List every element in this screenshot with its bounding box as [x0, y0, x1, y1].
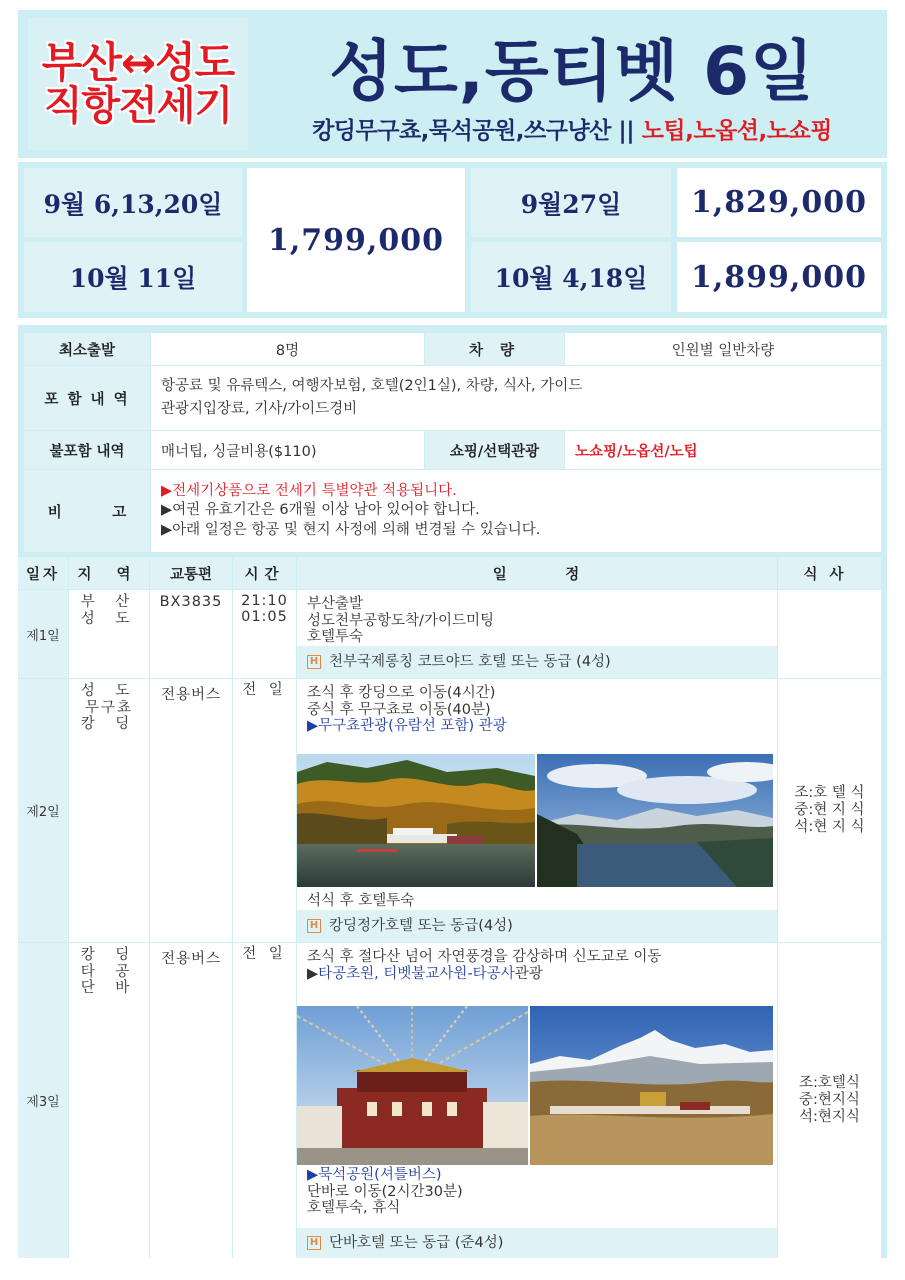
- mugecuo-lake-image: [297, 754, 535, 887]
- page-title: 성도,동티벳 6일: [329, 33, 815, 110]
- day3-schedule: [297, 943, 777, 1258]
- day3-meal-breakfast: 조:호텔식: [799, 1075, 860, 1092]
- day3-hotel-name: 단바호텔 또는 동급 (준4성): [329, 1234, 504, 1251]
- day3-region: [69, 943, 149, 1258]
- col-header-time: 시간: [233, 557, 296, 589]
- hotel-icon: H: [307, 1236, 321, 1250]
- day2-meal-breakfast: 조:호 텔 식: [794, 785, 865, 802]
- snow-mountain-photo: [530, 1006, 773, 1165]
- exclusions-label: 불포함 내역: [24, 431, 150, 469]
- remark-charter: ▶전세기상품으로 전세기 특별약관 적용됩니다.: [161, 482, 457, 499]
- snow-mountain-image: [530, 1006, 773, 1165]
- remarks-label: 비 고: [24, 470, 150, 552]
- day1-hotel-name: 천부국제롱칭 코트야드 호텔 또는 동급 (4성): [329, 653, 611, 670]
- day3-line-4: 단바로 이동(2시간30분): [307, 1183, 463, 1200]
- day2-label: 제2일: [18, 679, 68, 942]
- day2-region: [69, 679, 149, 942]
- day3-line-2-sights: 타공초원, 티벳불교사원-타공사: [318, 965, 515, 982]
- remarks-value: [151, 470, 881, 552]
- shopping-value: 노쇼핑/노옵션/노팁: [565, 431, 881, 469]
- col-header-region: 지 역: [69, 557, 149, 589]
- mugecuo-lake-photo: [297, 754, 535, 887]
- day1-line-1: 부산출발: [307, 596, 364, 612]
- logo-charter-text: 직항전세기: [43, 83, 233, 130]
- price-table: [18, 162, 887, 318]
- inclusions-value: [151, 366, 881, 430]
- day1-hotel: [297, 646, 777, 678]
- day2-line-3: ▶무구쵸관광(유람선 포함) 관광: [307, 718, 507, 735]
- hotel-icon: H: [307, 919, 321, 933]
- day2-line-1: 조식 후 캉딩으로 이동(4시간): [307, 685, 496, 701]
- hotel-icon: H: [307, 655, 321, 669]
- day2-meal-lunch: 중:현 지 식: [794, 802, 865, 819]
- mountain-lake-image: [537, 754, 773, 887]
- day1-time-depart: 21:10: [241, 593, 288, 609]
- day1-line-3: 호텔투숙: [307, 629, 364, 646]
- day2-hotel-name: 캉딩정가호텔 또는 동급(4성): [329, 917, 513, 934]
- day1-time: [233, 590, 296, 678]
- remark-schedule-change: ▶아래 일정은 항공 및 현지 사정에 의해 변경될 수 있습니다.: [161, 521, 541, 538]
- col-header-meal: 식사: [778, 557, 881, 589]
- inclusions-label: 포 함 내 역: [24, 366, 150, 430]
- day1-region: [69, 590, 149, 678]
- mountain-lake-photo: [537, 754, 773, 887]
- day3-line-2: [307, 966, 767, 983]
- col-header-day: 일자: [18, 557, 68, 589]
- tagong-monastery-photo: [297, 1006, 528, 1165]
- day3-line-5: 호텔투숙, 휴식: [307, 1200, 401, 1217]
- logo-route-text: 부산↔성도: [41, 37, 235, 87]
- day1-transport: BX3835: [150, 590, 232, 678]
- departure-date-2: 10월 11일: [24, 242, 242, 312]
- route-logo: [28, 18, 248, 150]
- day1-line-2: 성도천부공항도착/가이드미팅: [307, 612, 494, 629]
- day2-meal: [778, 679, 881, 942]
- day2-schedule: [297, 679, 777, 942]
- day3-line-3: ▶묵석공원(셔틀버스): [307, 1167, 442, 1183]
- day2-region-2: 무구쵸: [84, 699, 134, 716]
- day1-region-1: 부 산: [80, 594, 138, 610]
- day2-transport: 전용버스: [150, 679, 232, 942]
- day3-time: 전 일: [233, 943, 296, 1258]
- min-departure-label: 최소출발: [24, 333, 150, 365]
- departure-date-3: 9월27일: [471, 168, 671, 237]
- page-subtitle: [266, 112, 878, 145]
- vehicle-value: 인원별 일반차량: [565, 333, 881, 365]
- tagong-monastery-image: [297, 1006, 528, 1165]
- day2-region-1: 성 도: [80, 683, 138, 699]
- day1-meal: [778, 590, 881, 678]
- col-header-schedule: 일 정: [297, 557, 777, 589]
- day3-region-2: 타 공: [80, 963, 138, 980]
- departure-date-1: 9월 6,13,20일: [24, 168, 242, 237]
- day3-transport: 전용버스: [150, 943, 232, 1258]
- remark-passport: ▶여권 유효기간은 6개월 이상 남아 있어야 합니다.: [161, 502, 480, 519]
- exclusions-value: 매너팁, 싱글비용($110): [151, 431, 424, 469]
- min-departure-value: 8명: [151, 333, 424, 365]
- itinerary-table: [18, 557, 887, 1258]
- day3-region-3: 단 바: [80, 980, 138, 997]
- day3-hotel: [297, 1228, 777, 1258]
- day2-line-4: 석식 후 호텔투숙: [307, 893, 415, 909]
- day3-region-1: 캉 딩: [80, 947, 138, 963]
- day3-line-2-marker: ▶: [307, 965, 319, 982]
- day3-meal-dinner: 석:현지식: [799, 1108, 860, 1125]
- price-value-1: 1,799,000: [247, 168, 465, 312]
- tour-info-table: [18, 325, 887, 557]
- subtitle-highlights: 캉딩무구쵸,묵석공원,쓰구냥산 ||: [312, 118, 642, 144]
- day2-region-3: 캉 딩: [80, 716, 138, 733]
- day1-region-2: 성 도: [80, 610, 138, 627]
- day2-hotel: [297, 910, 777, 942]
- vehicle-label: 차 량: [425, 333, 564, 365]
- day2-time: 전 일: [233, 679, 296, 942]
- day2-line-2: 중식 후 무구쵸로 이동(40분): [307, 701, 491, 718]
- price-value-4: 1,899,000: [677, 242, 881, 312]
- day1-time-arrive: 01:05: [241, 608, 288, 625]
- day3-label: 제3일: [18, 943, 68, 1258]
- day3-line-2-suffix: 관광: [514, 965, 543, 982]
- day2-meal-dinner: 석:현 지 식: [794, 818, 865, 835]
- inclusions-line-2: 관광지입장료, 기사/가이드경비: [161, 401, 358, 417]
- day1-label: 제1일: [18, 590, 68, 678]
- shopping-label: 쇼핑/선택관광: [425, 431, 564, 469]
- departure-date-4: 10월 4,18일: [471, 242, 671, 312]
- price-value-3: 1,829,000: [677, 168, 881, 237]
- col-header-transport: 교통편: [150, 557, 232, 589]
- day3-meal-lunch: 중:현지식: [799, 1092, 860, 1109]
- header-banner: [18, 10, 887, 158]
- day1-schedule: [297, 590, 777, 678]
- day3-line-1: 조식 후 절다산 넘어 자연풍경을 감상하며 신도교로 이동: [307, 949, 662, 965]
- subtitle-no-fees: 노팁,노옵션,노쇼핑: [641, 118, 832, 144]
- day3-lower-lines: [307, 1167, 463, 1217]
- day3-meal: [778, 943, 881, 1258]
- inclusions-line-1: 항공료 및 유류텍스, 여행자보험, 호텔(2인1실), 차량, 식사, 가이드: [161, 377, 583, 394]
